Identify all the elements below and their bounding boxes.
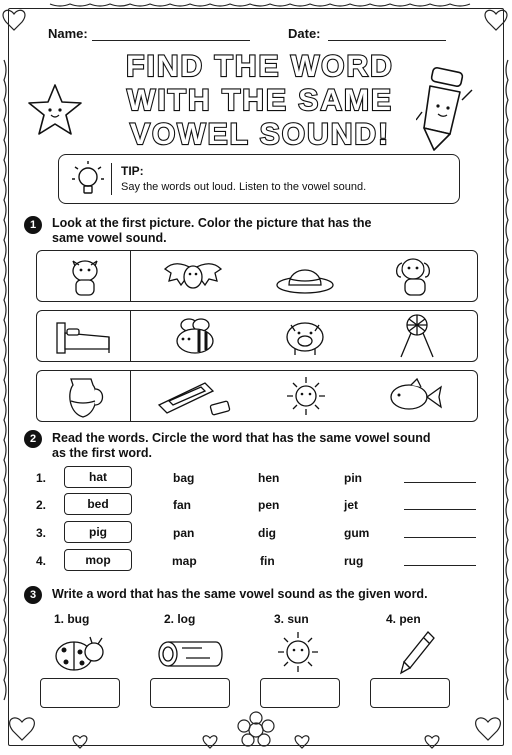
target-word: mop	[64, 549, 132, 571]
heart-icon	[10, 718, 35, 740]
star-icon	[26, 82, 84, 140]
target-word: pig	[64, 521, 132, 543]
picture-row-2	[36, 310, 478, 362]
answer-line[interactable]	[404, 537, 476, 538]
word-choice[interactable]: rug	[344, 554, 364, 568]
tip-label: TIP:	[121, 164, 144, 178]
section-1-instruction-line-2: same vowel sound.	[52, 231, 167, 245]
cat-icon[interactable]	[65, 255, 105, 297]
word-choice[interactable]: fin	[260, 554, 275, 568]
heart-icon	[476, 718, 501, 740]
answer-box-2[interactable]	[150, 678, 230, 708]
answer-line[interactable]	[404, 509, 476, 510]
heart-icon	[73, 736, 87, 748]
worksheet-title	[70, 46, 450, 150]
q3-item-label: 4. pen	[386, 612, 421, 626]
word-choice[interactable]: pen	[258, 498, 280, 512]
pencil-icon	[416, 60, 480, 152]
section-2-instruction-line-2: as the first word.	[52, 446, 153, 460]
answer-line[interactable]	[404, 565, 476, 566]
q3-item-label: 2. log	[164, 612, 196, 626]
section-3-number: 3	[24, 586, 42, 604]
word-choice[interactable]: hen	[258, 471, 280, 485]
fish-icon[interactable]	[385, 377, 443, 415]
sun-icon	[276, 630, 320, 674]
word-choice[interactable]: fan	[173, 498, 191, 512]
dog-icon[interactable]	[393, 255, 437, 297]
row-number: 1.	[36, 471, 47, 485]
hat-icon[interactable]	[275, 259, 335, 295]
pen-icon	[398, 628, 438, 676]
net-icon[interactable]	[397, 313, 437, 359]
lightbulb-icon	[71, 159, 105, 199]
sun-icon[interactable]	[285, 375, 327, 417]
bat-icon[interactable]	[163, 259, 223, 295]
heart-icon	[485, 10, 507, 30]
section-1-instruction-line-1: Look at the first picture. Color the picture that has the	[52, 216, 372, 230]
word-choice[interactable]: gum	[344, 526, 370, 540]
q3-item-label: 3. sun	[274, 612, 309, 626]
tip-divider	[111, 163, 112, 195]
name-label: Name:	[48, 26, 88, 41]
target-word: hat	[64, 466, 132, 488]
section-3-instruction: Write a word that has the same vowel sound as the given word.	[52, 587, 428, 601]
target-word: bed	[64, 493, 132, 515]
word-choice[interactable]: pin	[344, 471, 362, 485]
title-line-1: FIND THE WORD	[126, 50, 394, 83]
flower-icon	[238, 712, 274, 746]
answer-box-4[interactable]	[370, 678, 450, 708]
section-2-instruction-line-1: Read the words. Circle the word that has the same vowel sound	[52, 431, 431, 445]
answer-box-3[interactable]	[260, 678, 340, 708]
name-field[interactable]	[92, 40, 250, 41]
word-choice[interactable]: jet	[344, 498, 359, 512]
word-choice[interactable]: pan	[173, 526, 195, 540]
row-number: 2.	[36, 498, 47, 512]
date-label: Date:	[288, 26, 321, 41]
log-icon	[156, 636, 226, 672]
section-1-number: 1	[24, 216, 42, 234]
row-number: 4.	[36, 554, 47, 568]
jug-icon[interactable]	[63, 373, 107, 419]
date-field[interactable]	[328, 40, 446, 41]
ladybug-icon	[52, 632, 108, 674]
tip-box	[58, 154, 460, 204]
row-number: 3.	[36, 526, 47, 540]
heart-icon	[3, 10, 25, 30]
section-2-number: 2	[24, 430, 42, 448]
section-2-instruction	[52, 431, 431, 461]
word-choice[interactable]: dig	[258, 526, 276, 540]
bee-icon[interactable]	[169, 317, 219, 357]
answer-line[interactable]	[404, 482, 476, 483]
gum-icon[interactable]	[155, 377, 233, 417]
word-choice[interactable]: bag	[173, 471, 195, 485]
title-line-3: VOWEL SOUND!	[129, 118, 391, 150]
q3-item-label: 1. bug	[54, 612, 90, 626]
section-1-instruction	[52, 216, 371, 246]
answer-box-1[interactable]	[40, 678, 120, 708]
word-choice[interactable]: map	[172, 554, 197, 568]
tip-text: Say the words out loud. Listen to the vowel sound.	[121, 181, 367, 193]
title-line-2: WITH THE SAME	[127, 84, 393, 117]
bed-icon[interactable]	[53, 319, 115, 355]
heart-icon	[295, 736, 309, 748]
pig-icon[interactable]	[281, 317, 329, 357]
picture-row-1	[36, 250, 478, 302]
heart-icon	[203, 736, 217, 748]
picture-row-3	[36, 370, 478, 422]
heart-icon	[425, 736, 439, 748]
